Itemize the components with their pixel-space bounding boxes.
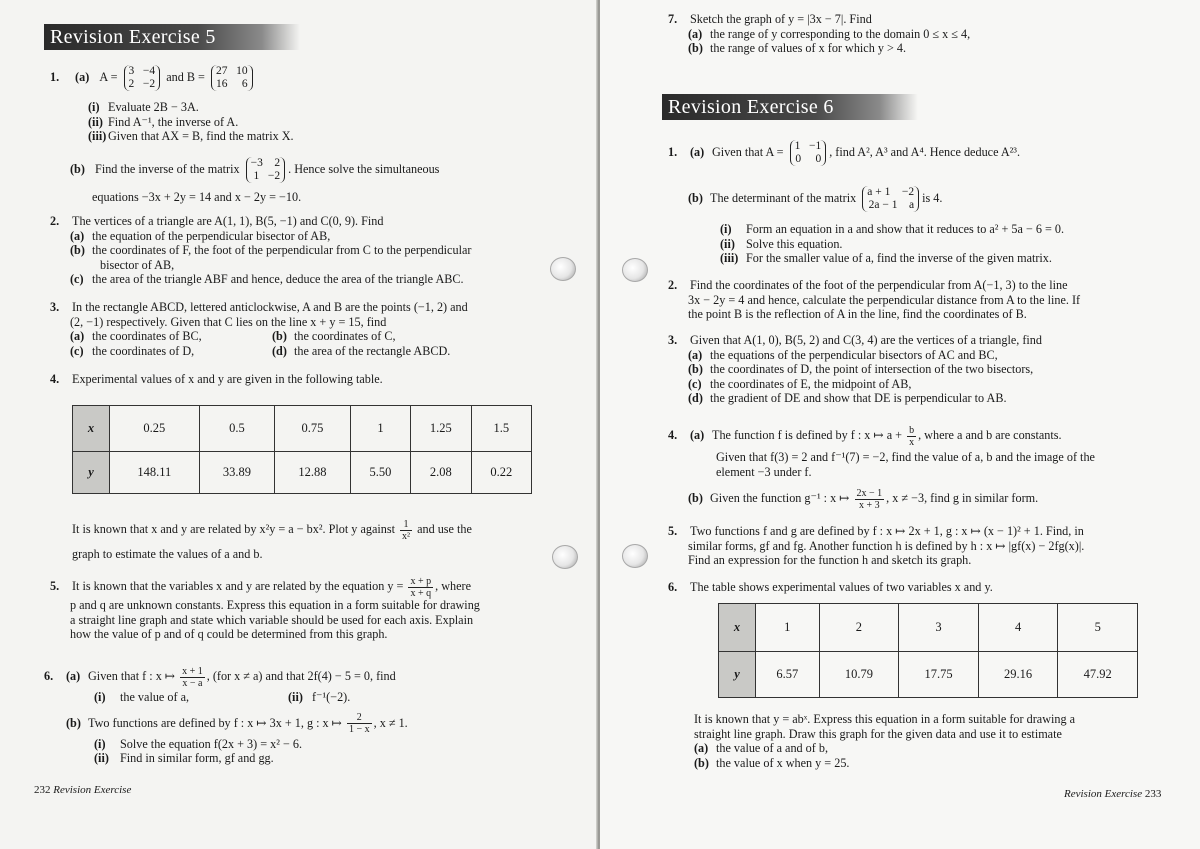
table-cell: 0.25 xyxy=(110,406,200,452)
question-text: Sketch the graph of y = |3x − 7|. Find xyxy=(690,12,872,26)
question-text: bisector of AB, xyxy=(100,257,175,272)
question-number: 5. xyxy=(668,524,678,538)
matrix-a-label: A = xyxy=(99,70,118,84)
question-text: graph to estimate the values of a and b. xyxy=(72,547,263,561)
question-text: is 4. xyxy=(922,191,943,205)
question-number: 1. xyxy=(668,145,678,159)
fraction: $\frac{2x - 1}{x + 3}$ xyxy=(856,487,883,511)
table-cell: 1 xyxy=(756,604,820,652)
question-text: and use the xyxy=(417,522,472,536)
question-text: Find the inverse of the matrix xyxy=(95,161,240,176)
table-cell: 10.79 xyxy=(819,652,899,698)
table-cell: 5 xyxy=(1058,604,1138,652)
table-row-x xyxy=(719,604,1138,652)
question-text: the gradient of DE and show that DE is perpendicular to AB. xyxy=(710,391,1007,406)
table-cell: 148.11 xyxy=(110,452,200,494)
table-cell: 0.22 xyxy=(471,452,531,494)
part-label: (b) xyxy=(70,243,85,258)
y-header: y xyxy=(719,652,756,698)
table-cell: 4 xyxy=(978,604,1058,652)
question-text: the area of the rectangle ABCD. xyxy=(294,343,451,358)
question-4 xyxy=(50,372,550,387)
question-number: 4. xyxy=(50,372,60,386)
roman-label: (i) xyxy=(88,100,100,114)
footer-title: Revision Exercise xyxy=(1064,788,1143,800)
table-cell: 29.16 xyxy=(978,652,1058,698)
question-text: Solve the equation f(2x + 3) = x² − 6. xyxy=(120,736,303,751)
roman-label: (ii) xyxy=(720,236,735,251)
fraction: $\frac{b}{x}$ xyxy=(909,424,915,448)
question-text: the equations of the perpendicular bisectors of AC and BC, xyxy=(710,347,998,362)
question-text: the coordinates of E, the midpoint of AB, xyxy=(710,376,912,391)
question-text: Solve this equation. xyxy=(746,236,843,251)
question-4 xyxy=(668,422,1193,511)
question-text: the value of x when y = 25. xyxy=(716,755,850,770)
fraction: $\frac{x + 1}{x - a}$ xyxy=(182,665,203,689)
part-label: (b) xyxy=(272,329,287,344)
part-label: (a) xyxy=(75,70,90,84)
question-5 xyxy=(668,524,1193,568)
question-text: The vertices of a triangle are A(1, 1), B(5, −1) and C(0, 9). Find xyxy=(72,214,384,228)
experimental-values-table xyxy=(718,603,1138,698)
question-text: , find A², A³ and A⁴. Hence deduce A²³. xyxy=(829,145,1021,159)
question-text: Evaluate 2B − 3A. xyxy=(108,100,199,114)
question-text: element −3 under f. xyxy=(716,464,812,479)
question-text: , where a and b are constants. xyxy=(918,428,1062,442)
table-cell: 2.08 xyxy=(411,452,471,494)
part-label: (c) xyxy=(688,376,702,391)
table-cell: 33.89 xyxy=(199,452,275,494)
question-text: the range of y corresponding to the domain 0 ≤ x ≤ 4, xyxy=(710,26,971,41)
table-cell: 1.5 xyxy=(471,406,531,452)
right-page xyxy=(600,0,1200,849)
question-text: f⁻¹(−2). xyxy=(312,690,351,704)
page-footer xyxy=(1064,788,1161,800)
question-number: 6. xyxy=(668,580,678,594)
page-number: 233 xyxy=(1144,788,1162,800)
question-text: Given the function g⁻¹ : x ↦ xyxy=(710,491,850,506)
page-footer xyxy=(34,784,131,796)
fraction: $\frac{x + p}{x + q}$ xyxy=(410,575,432,599)
question-text: It is known that x and y are related by x²y = a − bx². Plot y against xyxy=(72,522,395,536)
question-2 xyxy=(50,214,550,287)
question-text: . Hence solve the simultaneous xyxy=(288,161,440,176)
question-5 xyxy=(50,574,550,642)
question-number: 4. xyxy=(668,428,678,442)
question-text: It is known that the variables x and y are related by the equation y = xyxy=(72,579,404,593)
question-text: Experimental values of x and y are given in the following table. xyxy=(72,372,383,386)
question-text: equations −3x + 2y = 14 and x − 2y = −10. xyxy=(92,189,302,204)
part-label: (c) xyxy=(70,272,84,287)
question-text: 3x − 2y = 4 and hence, calculate the perpendicular distance from A to the line. If xyxy=(688,292,1081,307)
question-text: the range of values of x for which y > 4. xyxy=(710,41,907,56)
part-label: (a) xyxy=(694,741,709,756)
part-label: (b) xyxy=(66,715,81,730)
roman-label: (i) xyxy=(720,222,732,236)
part-label: (a) xyxy=(66,669,81,683)
question-text: the coordinates of C, xyxy=(294,329,396,344)
question-6 xyxy=(44,664,554,766)
question-text: the point B is the reflection of A in the line, find the coordinates of B. xyxy=(688,307,1027,322)
x-header: x xyxy=(719,604,756,652)
experimental-values-table xyxy=(72,405,532,494)
question-text: Given that f : x ↦ xyxy=(88,669,176,683)
question-4-instructions xyxy=(72,518,542,562)
part-label: (a) xyxy=(690,428,705,442)
table-cell: 2 xyxy=(819,604,899,652)
question-text: Given that AX = B, find the matrix X. xyxy=(108,129,294,144)
table-cell: 5.50 xyxy=(350,452,410,494)
question-text: the value of a and of b, xyxy=(716,741,829,756)
footer-title: Revision Exercise xyxy=(53,784,132,796)
table-cell: 1 xyxy=(350,406,410,452)
roman-label: (i) xyxy=(94,690,106,704)
question-number: 5. xyxy=(50,579,60,593)
roman-label: (ii) xyxy=(94,751,109,766)
question-1 xyxy=(668,134,1188,266)
question-text: Find the coordinates of the foot of the perpendicular from A(−1, 3) to the line xyxy=(690,278,1068,292)
table-row-x xyxy=(73,406,532,452)
punch-hole xyxy=(622,544,648,568)
roman-label: (i) xyxy=(94,736,106,751)
table-cell: 1.25 xyxy=(411,406,471,452)
question-text: straight line graph. Draw this graph for the given data and use it to estimate xyxy=(694,726,1062,741)
part-label: (b) xyxy=(688,41,703,56)
x-header: x xyxy=(73,406,110,452)
question-number: 2. xyxy=(50,214,60,228)
question-text: , where xyxy=(435,579,471,593)
question-text: Given that f(3) = 2 and f⁻¹(7) = −2, find the value of a, b and the image of the xyxy=(716,450,1095,464)
question-text: the value of a, xyxy=(120,690,190,704)
matrix-b: a + 1 −2 2a − 1 a xyxy=(862,186,919,212)
question-number: 1. xyxy=(50,70,60,84)
table-row-y xyxy=(719,652,1138,698)
fraction: $\frac{1}{\text{x²}}$ xyxy=(402,518,411,542)
part-label: (b) xyxy=(70,161,85,176)
question-text: In the rectangle ABCD, lettered anticlockwise, A and B are the points (−1, 2) and xyxy=(72,300,468,314)
question-text: , (for x ≠ a) and that 2f(4) − 5 = 0, find xyxy=(206,669,396,683)
question-text: Two functions f and g are defined by f : x ↦ 2x + 1, g : x ↦ (x − 1)² + 1. Find, in xyxy=(690,524,1084,538)
question-text: the coordinates of BC, xyxy=(92,329,202,344)
matrix-a: 3 −4 2 −2 xyxy=(124,65,161,91)
question-text: a straight line graph and state which variable should be used for each axis. Explain xyxy=(70,612,474,627)
roman-label: (ii) xyxy=(88,114,103,129)
question-text: (2, −1) respectively. Given that C lies on the line x + y = 15, find xyxy=(70,314,387,329)
question-3 xyxy=(50,300,550,358)
revision-exercise-5-banner: Revision Exercise 5 xyxy=(44,24,300,50)
table-cell: 0.5 xyxy=(199,406,275,452)
question-text: the coordinates of D, the point of intersection of the two bisectors, xyxy=(710,362,1034,377)
part-label: (a) xyxy=(688,26,703,41)
question-text: the area of the triangle ABF and hence, deduce the area of the triangle ABC. xyxy=(92,272,464,287)
part-label: (a) xyxy=(688,347,703,362)
matrix-a: 1 −1 0 0 xyxy=(790,140,827,166)
part-label: (c) xyxy=(70,343,84,358)
question-2 xyxy=(668,278,1188,322)
table-cell: 3 xyxy=(899,604,979,652)
question-text: Given that A(1, 0), B(5, 2) and C(3, 4) are the vertices of a triangle, find xyxy=(690,333,1042,347)
question-text: The determinant of the matrix xyxy=(710,191,857,205)
fraction: $\frac{2}{1 - x}$ xyxy=(348,712,370,736)
matrix-b: 27 10 16 6 xyxy=(211,65,253,91)
question-text: It is known that y = abˣ. Express this equation in a form suitable for drawing a xyxy=(694,712,1076,726)
question-text: p and q are unknown constants. Express this equation in a form suitable for drawing xyxy=(70,598,480,612)
question-text: The function f is defined by f : x ↦ a + xyxy=(712,428,903,442)
page-number: 232 xyxy=(34,784,51,796)
part-label: (a) xyxy=(690,145,705,159)
y-header: y xyxy=(73,452,110,494)
question-text: The table shows experimental values of two variables x and y. xyxy=(690,580,993,594)
question-text: Form an equation in a and show that it reduces to a² + 5a − 6 = 0. xyxy=(746,222,1065,236)
question-6 xyxy=(668,580,1188,595)
roman-label: (iii) xyxy=(720,251,739,266)
part-label: (a) xyxy=(70,329,85,344)
question-number: 3. xyxy=(668,333,678,347)
punch-hole xyxy=(622,258,648,282)
question-text: the equation of the perpendicular bisector of AB, xyxy=(92,228,331,243)
question-text: Given that A = xyxy=(712,145,784,159)
question-text: the coordinates of F, the foot of the perpendicular from C to the perpendicular xyxy=(92,243,472,258)
part-label: (d) xyxy=(688,391,703,406)
question-1 xyxy=(50,60,550,204)
question-text: the coordinates of D, xyxy=(92,343,195,358)
part-label: (b) xyxy=(688,191,703,205)
table-row-y xyxy=(73,452,532,494)
roman-label: (ii) xyxy=(288,690,303,704)
table-cell: 17.75 xyxy=(899,652,979,698)
question-3 xyxy=(668,333,1188,406)
table-cell: 0.75 xyxy=(275,406,351,452)
left-page xyxy=(0,0,598,849)
roman-label: (iii) xyxy=(88,129,107,144)
matrix-c: −3 2 1 −2 xyxy=(246,157,286,183)
part-label: (a) xyxy=(70,228,85,243)
part-label: (d) xyxy=(272,343,287,358)
table-cell: 6.57 xyxy=(756,652,820,698)
question-text: Find in similar form, gf and gg. xyxy=(120,751,274,766)
punch-hole xyxy=(552,545,578,569)
question-number: 3. xyxy=(50,300,60,314)
question-text: Find an expression for the function h and sketch its graph. xyxy=(688,553,972,568)
question-text: For the smaller value of a, find the inverse of the given matrix. xyxy=(746,251,1052,266)
table-cell: 47.92 xyxy=(1058,652,1138,698)
part-label: (b) xyxy=(688,491,703,506)
question-number: 7. xyxy=(668,12,678,26)
punch-hole xyxy=(550,257,576,281)
table-cell: 12.88 xyxy=(275,452,351,494)
question-6-instructions xyxy=(694,712,1194,770)
question-text: how the value of p and of q could be determined from this graph. xyxy=(70,627,388,642)
part-label: (b) xyxy=(694,755,709,770)
question-text: Two functions are defined by f : x ↦ 3x + 1, g : x ↦ xyxy=(88,715,342,730)
question-text: , x ≠ 1. xyxy=(373,715,408,730)
and-b-label: and B = xyxy=(166,70,205,84)
question-text: similar forms, gf and fg. Another function h is defined by h : x ↦ |gf(x) − 2fg(x)|. xyxy=(688,538,1085,553)
question-number: 6. xyxy=(44,669,54,683)
revision-exercise-6-banner: Revision Exercise 6 xyxy=(662,94,918,120)
question-text: , x ≠ −3, find g in similar form. xyxy=(886,491,1039,506)
part-label: (b) xyxy=(688,362,703,377)
question-7 xyxy=(668,12,1188,56)
question-number: 2. xyxy=(668,278,678,292)
question-text: Find A⁻¹, the inverse of A. xyxy=(108,114,239,129)
